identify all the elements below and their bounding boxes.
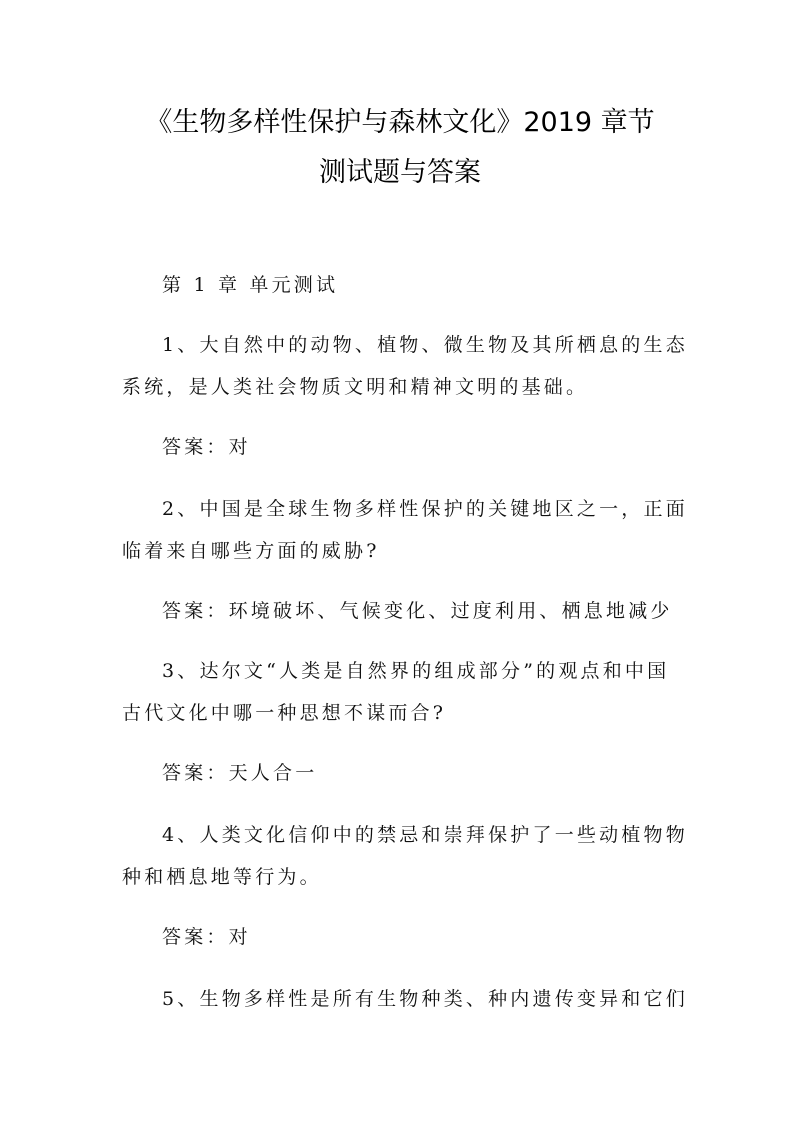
answer-text: 答案：天人合一 xyxy=(162,762,318,784)
document-title xyxy=(0,98,800,198)
question-text-line: 系统，是人类社会物质文明和精神文明的基础。 xyxy=(122,376,589,398)
answer-text: 答案：对 xyxy=(162,436,251,458)
question-text-line: 种和栖息地等行为。 xyxy=(122,866,322,888)
title-line-2: 测试题与答案 xyxy=(319,157,481,188)
question-text-line: 临着来自哪些方面的威胁? xyxy=(122,540,380,562)
answer-text: 答案：对 xyxy=(162,926,251,948)
question-text-line: 3、达尔文“人类是自然界的组成部分”的观点和中国 xyxy=(162,660,670,682)
question-text-line: 5、生物多样性是所有生物种类、种内遗传变异和它们 xyxy=(162,988,688,1010)
question-text-line: 2、中国是全球生物多样性保护的关键地区之一，正面 xyxy=(162,498,688,520)
title-line-1: 《生物多样性保护与森林文化》2019 章节 xyxy=(145,107,655,138)
answer-text: 答案：环境破坏、气候变化、过度利用、栖息地减少 xyxy=(162,600,673,622)
chapter-heading: 第 1 章 单元测试 xyxy=(162,274,339,296)
question-text-line: 古代文化中哪一种思想不谋而合? xyxy=(122,702,447,724)
question-text-line: 4、人类文化信仰中的禁忌和崇拜保护了一些动植物物 xyxy=(162,824,688,846)
question-text-line: 1、大自然中的动物、植物、微生物及其所栖息的生态 xyxy=(162,334,688,356)
